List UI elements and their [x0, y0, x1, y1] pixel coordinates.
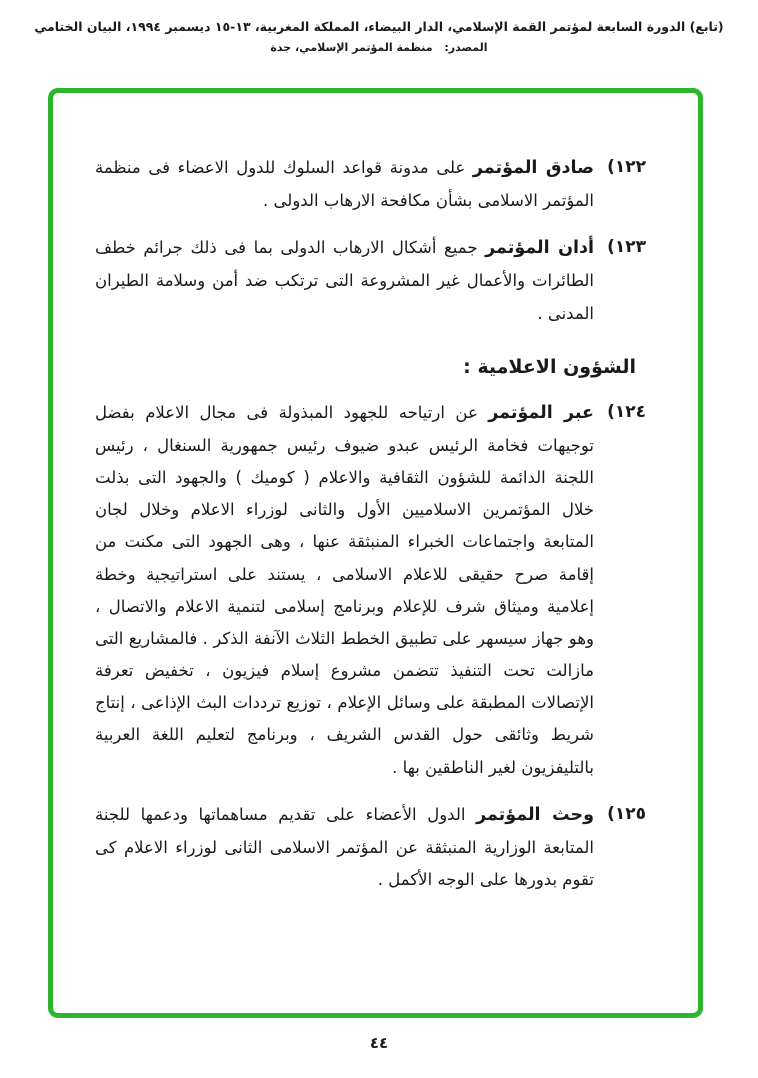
paragraph-body: على مدونة قواعد السلوك للدول الاعضاء فى منظمة المؤتمر الاسلامى بشأن مكافحة الارهاب الدولى . [95, 158, 594, 211]
paragraph-number: ١٢٣) [607, 237, 646, 258]
paragraph-text [95, 151, 594, 217]
section-heading-media-affairs: الشؤون الاعلامية : [463, 355, 636, 378]
paragraph-number: ١٢٤) [607, 401, 646, 422]
paragraph-lead: أدان المؤتمر [485, 238, 594, 259]
header-title: (تابع) الدورة السابعة لمؤتمر القمة الإسلامي، الدار البيضاء، المملكة المغربية، ١٣-١٥ ديسمبر ١٩٩٤، البيان الختامي [34, 19, 724, 34]
source-label: المصدر: [444, 41, 488, 55]
paragraph-number: ١٢٥) [607, 803, 646, 824]
header-source-line [20, 41, 738, 54]
paragraph-number: ١٢٢) [607, 157, 646, 177]
source-value: منظمة المؤتمر الإسلامي، جدة [270, 41, 433, 55]
paragraph-124 [95, 396, 646, 784]
paragraph-body: الدول الأعضاء على تقديم مساهماتها ودعمها للجنة المتابعة الوزارية المنبثقة عن المؤتمر الاسلامى الثانى لوزراء الاعلام كى تقوم بدورها على الوجه الأكمل . [95, 804, 594, 890]
paragraph-body: عن ارتياحه للجهود المبذولة فى مجال الاعلام بفضل توجيهات فخامة الرئيس عبدو ضيوف رئيس جمهورية السنغال ، رئيس اللجنة الدائمة للشؤون الثقافية والاعلام ( كوميك ) والجهود التى بذلت خلال المؤتمرين الاسلاميين الأول والثانى لوزراء الاعلام وخلال لجان المتابعة واجتماعات الخبراء المنبثقة عنها ، وهى الجهود التى مكنت من إقامة صرح حقيقى للاعلام الاسلامى ، يستند على استراتيجية وخطة إعلامية وميثاق شرف للإعلام وبرنامج إسلامى لتنمية الاعلام والاتصال ، وهو جهاز سيسهر على تطبيق الخطط الثلاث الآنفة الذكر . فالمشاريع التى مازالت تحت التنفيذ تتضمن مشروع إسلام فيزيون ، تخفيض تعرفة الإتصالات المطبقة على وسائل الإعلام ، توزيع ترددات البث الإذاعى ، إنتاج شريط وثائقى حول القدس الشريف ، وبرنامج لتعليم اللغة العربية بالتليفزيون لغير الناطقين بها . [95, 402, 594, 777]
paragraph-text [95, 798, 594, 896]
paragraph-123 [95, 231, 646, 329]
paragraph-122 [95, 151, 646, 217]
paragraph-body: جميع أشكال الارهاب الدولى بما فى ذلك جرائم خطف الطائرات والأعمال غير المشروعة التى ترتكب ضد أمن وسلامة الطيران المدنى . [95, 238, 594, 323]
paragraph-lead: وحث المؤتمر [476, 804, 594, 825]
content-frame [48, 88, 703, 1018]
paragraph-text [95, 231, 594, 329]
page-number: ٤٤ [369, 1034, 389, 1052]
paragraph-text [95, 396, 594, 784]
document-header [20, 16, 738, 54]
paragraph-125 [95, 798, 646, 896]
paragraph-lead: صادق المؤتمر [472, 158, 594, 178]
paragraph-lead: عبر المؤتمر [488, 402, 594, 423]
